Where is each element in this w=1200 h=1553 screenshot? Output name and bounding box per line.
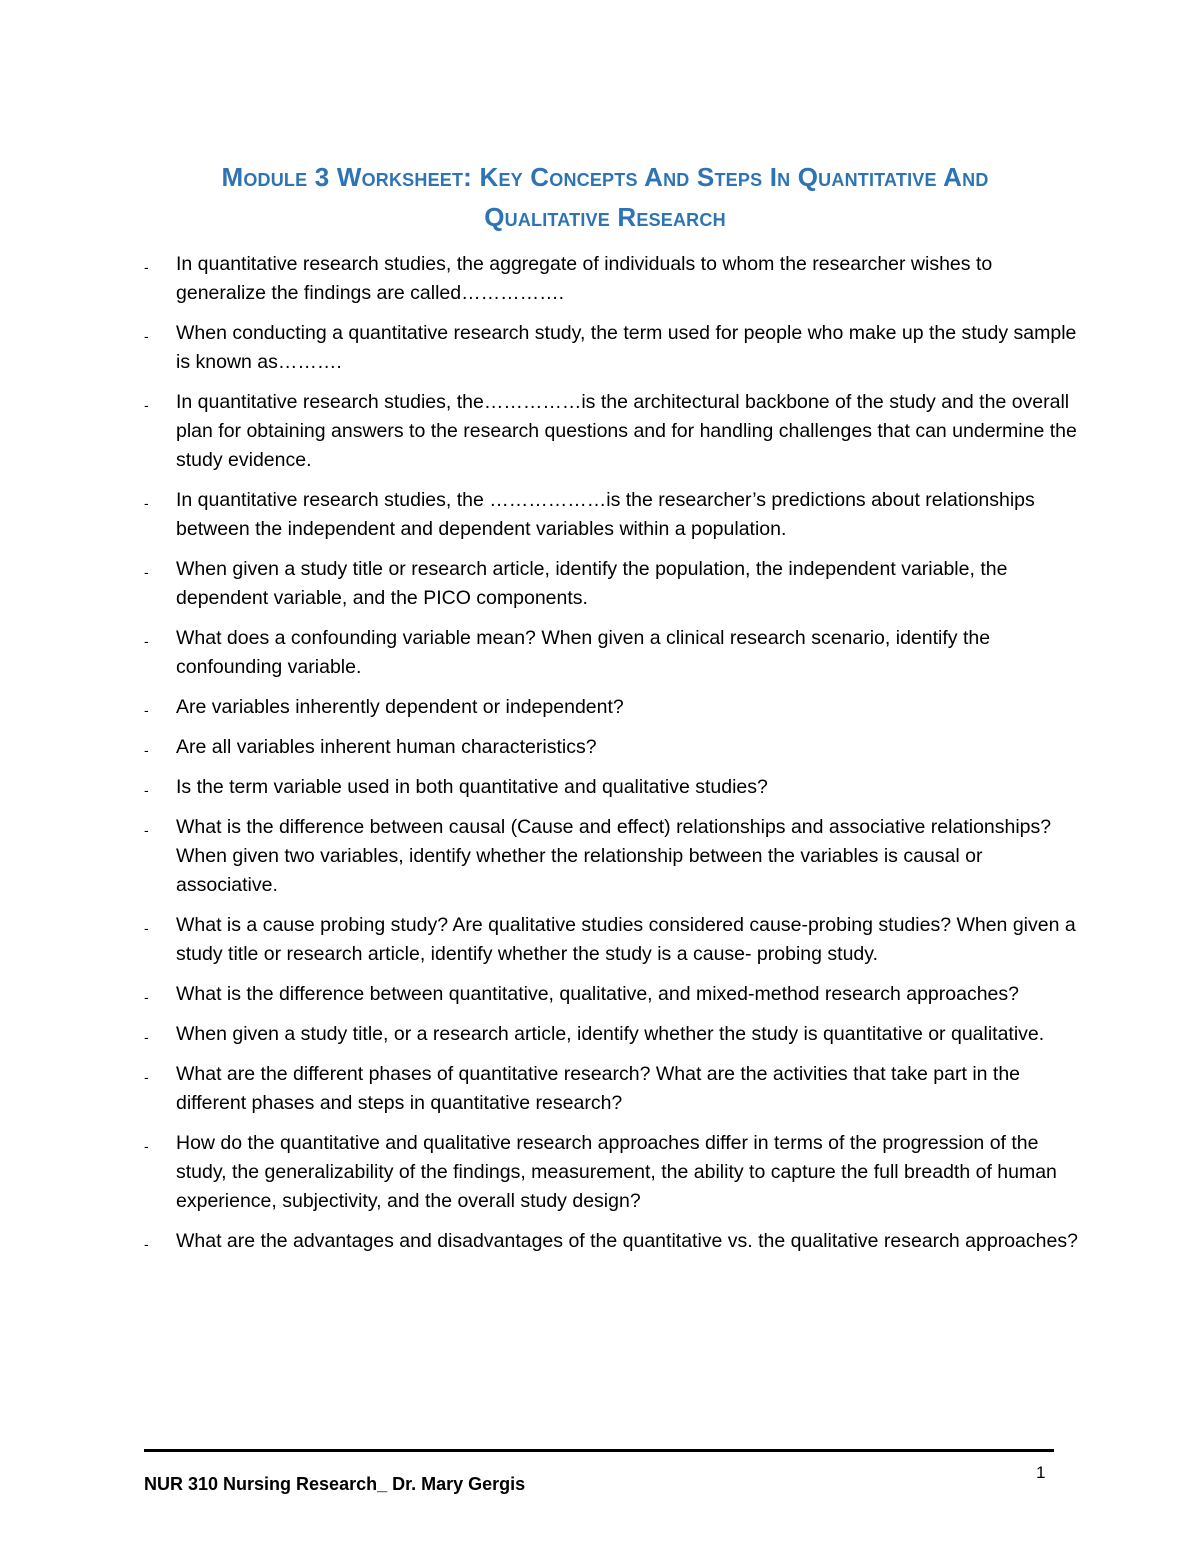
question-text: When given a study title, or a research article, identify whether the study is quantitative or qualitative. (176, 1023, 1045, 1045)
question-text: Are all variables inherent human characteristics? (176, 736, 597, 758)
page-number: 1 (1036, 1463, 1046, 1482)
title-line-2: Qualitative Research (484, 202, 726, 233)
question-text: What is a cause probing study? Are qualitative studies considered cause-probing studies? When given a study title or research article, identify whether the study is a cause- probing study. (176, 914, 1076, 965)
question-text: What does a confounding variable mean? When given a clinical research scenario, identify the confounding variable. (176, 627, 991, 678)
question-text: When given a study title or research article, identify the population, the independent variable, the dependent variable, and the PICO components. (176, 558, 1008, 609)
question-item (144, 624, 1084, 682)
question-item (144, 319, 1084, 377)
question-list (144, 250, 1084, 1267)
question-text: Is the term variable used in both quantitative and qualitative studies? (176, 776, 768, 798)
footer-course-text: NUR 310 Nursing Research_ Dr. Mary Gergis (144, 1474, 526, 1494)
bullet-dash-icon: - (144, 397, 149, 413)
question-text: How do the quantitative and qualitative research approaches differ in terms of the progression of the study, the generalizability of the findings, measurement, the ability to capture the full breadth of human experience, subjectivity, and the overall study design? (176, 1132, 1057, 1212)
bullet-dash-icon: - (144, 822, 149, 838)
bullet-dash-icon: - (144, 1069, 149, 1085)
question-text: What are the different phases of quantitative research? What are the activities that take part in the different phases and steps in quantitative research? (176, 1063, 1021, 1114)
question-text: In quantitative research studies, the ………………is the researcher’s predictions about relationships between the independent and dependent variables within a population. (176, 489, 1035, 540)
question-text: What are the advantages and disadvantages of the quantitative vs. the qualitative research approaches? (176, 1230, 1078, 1252)
question-text: In quantitative research studies, the……………is the architectural backbone of the study and the overall plan for obtaining answers to the research questions and for handling challenges that can undermine the study evidence. (176, 391, 1077, 471)
question-text: Are variables inherently dependent or independent? (176, 696, 624, 718)
bullet-dash-icon: - (144, 328, 149, 344)
question-item (144, 1129, 1084, 1216)
question-item (144, 250, 1084, 308)
question-item (144, 1020, 1084, 1049)
question-item (144, 1227, 1084, 1256)
question-item (144, 486, 1084, 544)
question-text: What is the difference between causal (Cause and effect) relationships and associative relationships? When given two variables, identify whether the relationship between the variables is causal or associative. (176, 816, 1052, 896)
question-text: In quantitative research studies, the aggregate of individuals to whom the researcher wishes to generalize the findings are called……………. (176, 253, 993, 304)
bullet-dash-icon: - (144, 782, 149, 798)
question-item (144, 693, 1084, 722)
bullet-dash-icon: - (144, 920, 149, 936)
question-item (144, 733, 1084, 762)
bullet-dash-icon: - (144, 564, 149, 580)
title-line-1: Module 3 Worksheet: Key Concepts And Steps In Quantitative And (221, 162, 989, 193)
bullet-dash-icon: - (144, 1029, 149, 1045)
bullet-dash-icon: - (144, 1138, 149, 1154)
bullet-dash-icon: - (144, 989, 149, 1005)
question-text: When conducting a quantitative research study, the term used for people who make up the study sample is known as………. (176, 322, 1077, 373)
question-item (144, 1060, 1084, 1118)
question-item (144, 980, 1084, 1009)
footer-divider (144, 1449, 1054, 1452)
question-item (144, 555, 1084, 613)
bullet-dash-icon: - (144, 742, 149, 758)
bullet-dash-icon: - (144, 633, 149, 649)
question-item (144, 813, 1084, 900)
question-text: What is the difference between quantitative, qualitative, and mixed-method research approaches? (176, 983, 1019, 1005)
question-item (144, 773, 1084, 802)
question-item (144, 388, 1084, 475)
bullet-dash-icon: - (144, 259, 149, 275)
bullet-dash-icon: - (144, 702, 149, 718)
bullet-dash-icon: - (144, 495, 149, 511)
worksheet-title (130, 157, 1080, 237)
question-item (144, 911, 1084, 969)
bullet-dash-icon: - (144, 1236, 149, 1252)
